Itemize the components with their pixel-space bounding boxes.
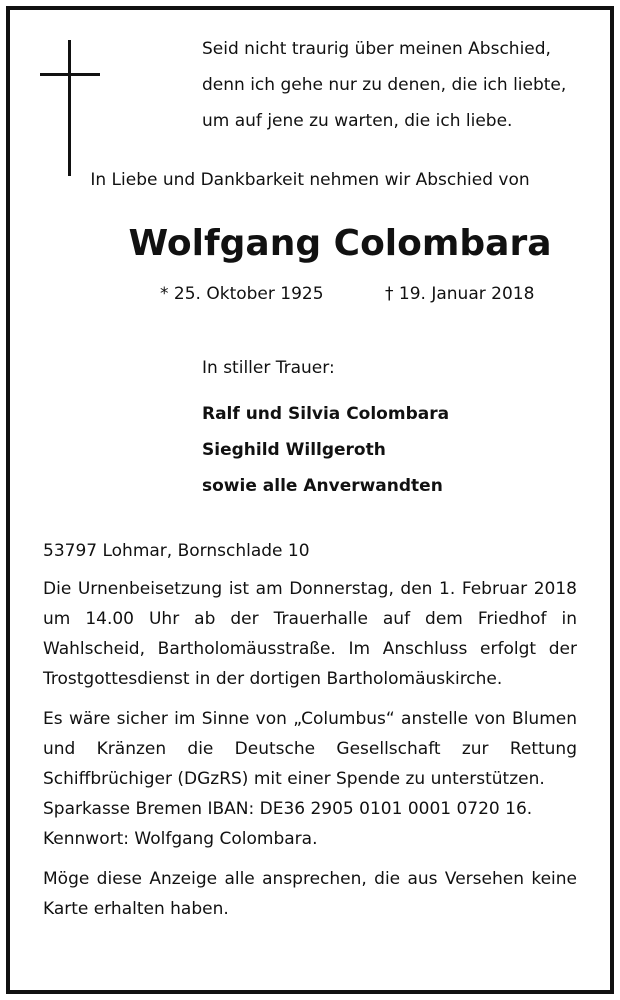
birth-date: * 25. Oktober 1925 (160, 284, 324, 304)
verse-line-1: Seid nicht traurig über meinen Abschied, (202, 39, 551, 59)
donation-paragraph: Es wäre sicher im Sinne von „Columbus“ anstelle von Blumen und Kränzen die Deutsche Gesellschaft zur Rettung Schiffbrüchiger (DGzRS) mit einer Spende zu unterstützen. (43, 709, 577, 789)
mourner-name: Ralf und Silvia Colombara (202, 404, 450, 424)
mourner-name: Sieghild Willgeroth (202, 440, 386, 460)
intro-line: In Liebe und Dankbarkeit nehmen wir Abschied von (90, 170, 530, 190)
verse-line-3: um auf jene zu warten, die ich liebe. (202, 111, 513, 131)
cross-vertical-bar (68, 40, 71, 176)
notice-body (43, 536, 577, 924)
memorial-verse (202, 31, 566, 139)
bank-details: Sparkasse Bremen IBAN: DE36 2905 0101 0001 0720 16. (43, 799, 533, 819)
deceased-name: Wolfgang Colombara (128, 223, 552, 264)
cross-icon (40, 40, 100, 176)
burial-paragraph: Die Urnenbeisetzung ist am Donnerstag, den 1. Februar 2018 um 14.00 Uhr ab der Trauerhalle auf dem Friedhof in Wahlscheid, Bartholomäusstraße. Im Anschluss erfolgt der Trostgottesdienst in der dortigen Bartholomäuskirche. (43, 579, 577, 689)
cross-horizontal-bar (40, 73, 100, 76)
verse-line-2: denn ich gehe nur zu denen, die ich liebte, (202, 75, 567, 95)
mourning-heading: In stiller Trauer: (202, 358, 335, 378)
mourner-name: sowie alle Anverwandten (202, 476, 443, 496)
death-date: † 19. Januar 2018 (385, 284, 535, 304)
donation-keyword: Kennwort: Wolfgang Colombara. (43, 829, 318, 849)
mourners-list (202, 396, 449, 504)
address: 53797 Lohmar, Bornschlade 10 (43, 541, 310, 561)
closing-paragraph: Möge diese Anzeige alle ansprechen, die aus Versehen keine Karte erhalten haben. (43, 869, 577, 919)
